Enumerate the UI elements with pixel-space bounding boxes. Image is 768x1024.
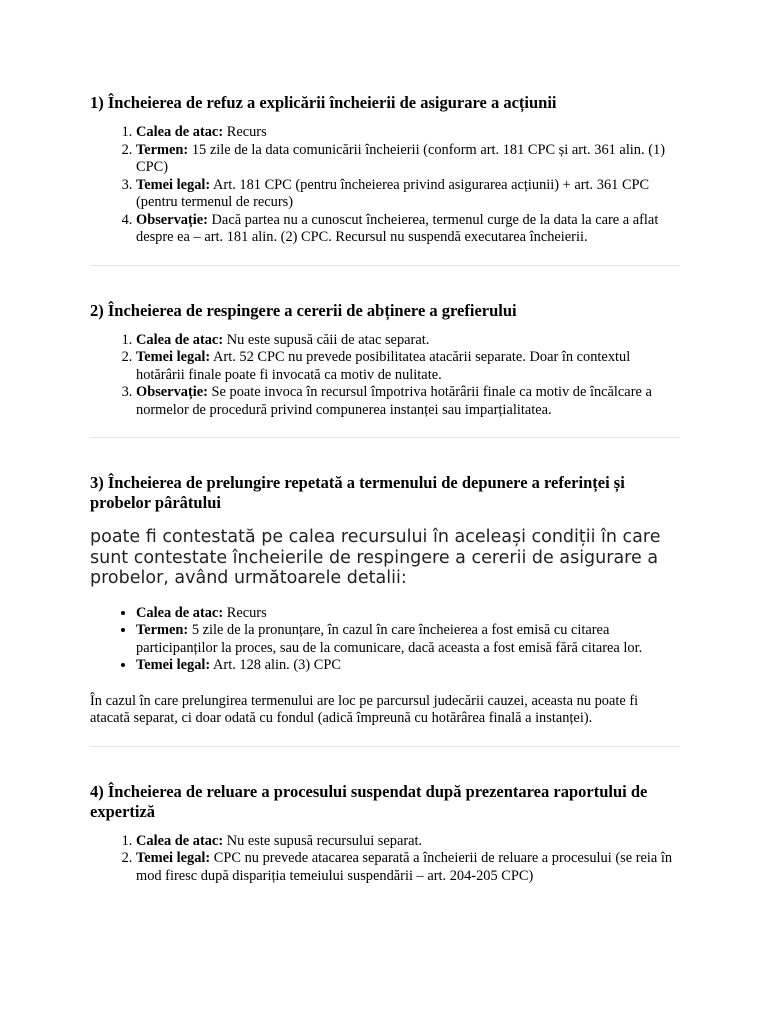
document-page: [90, 0, 680, 885]
item-label: Temei legal:: [136, 349, 211, 365]
item-label: Calea de atac:: [136, 832, 224, 849]
item-text: CPC nu prevede atacarea separată a încheierii de reluare a procesului (se reia în mod firesc după dispariția temeiului suspendării – art. 204-205 CPC): [136, 850, 673, 884]
section-3-title: 3) Încheierea de prelungire repetată a termenului de depunere a referinței și probelor pârâtului: [90, 473, 625, 512]
list-item: [136, 605, 680, 623]
item-label: Temei legal:: [136, 850, 211, 866]
item-text: Art. 128 alin. (3) CPC: [210, 657, 341, 673]
section-4-title: 4) Încheierea de reluare a procesului suspendat după prezentarea raportului de expertiză: [90, 781, 648, 821]
item-label: Calea de atac:: [136, 604, 224, 621]
item-label: Termen:: [136, 622, 189, 638]
section-2-list: [90, 332, 680, 420]
item-label: Calea de atac:: [136, 331, 224, 348]
section-1-list: [90, 124, 680, 247]
divider: [90, 437, 680, 438]
item-label: Observație:: [136, 211, 208, 228]
section-3-note: În cazul în care prelungirea termenului are loc pe parcursul judecării cauzei, aceasta nu poate fi atacată separat, ci doar odată cu fondul (adică împreună cu hotărârea finală a instanței).: [90, 692, 639, 726]
item-text: Art. 181 CPC (pentru încheierea privind asigurarea acțiunii) + art. 361 CPC (pentru termenul de recurs): [136, 176, 650, 210]
item-text: 5 zile de la pronunțare, în cazul în care încheierea a fost emisă cu citarea participanților la proces, sau de la comunicare, dacă aceasta a fost emisă fără citarea lor.: [136, 622, 643, 656]
item-text: Nu este supusă căii de atac separat.: [223, 331, 430, 348]
item-label: Observație:: [136, 384, 208, 400]
section-2: [90, 301, 680, 420]
item-text: Nu este supusă recursului separat.: [223, 832, 423, 849]
item-text: Dacă partea nu a cunoscut încheierea, termenul curge de la data la care a aflat despre ea – art. 181 alin. (2) CPC. Recursul nu suspendă executarea încheierii.: [136, 211, 659, 245]
list-item: [136, 657, 680, 675]
item-label: Temei legal:: [136, 657, 211, 673]
section-3-list: [90, 605, 680, 675]
section-3-intro: poate fi contestată pe calea recursului în aceleași condiții în care sunt contestate încheierile de respingere a cererii de asigurare a probelor, având următoarele detalii:: [90, 527, 661, 588]
section-3: [90, 473, 680, 728]
list-item: [136, 850, 680, 885]
item-label: Calea de atac:: [136, 124, 224, 140]
item-text: 15 zile de la data comunicării încheierii (conform art. 181 CPC și art. 361 alin. (1) CPC): [136, 141, 665, 175]
list-item: [136, 212, 680, 247]
list-item: [136, 124, 680, 142]
divider: [90, 746, 680, 747]
list-item: [136, 384, 680, 419]
item-text: Recurs: [223, 604, 267, 621]
section-2-title: 2) Încheierea de respingere a cererii de abținere a grefierului: [90, 300, 517, 320]
item-text: Art. 52 CPC nu prevede posibilitatea atacării separate. Doar în contextul hotărârii finale poate fi invocată ca motiv de nulitate.: [136, 349, 631, 383]
item-label: Temei legal:: [136, 176, 211, 193]
list-item: [136, 833, 680, 851]
section-1: [90, 93, 680, 247]
list-item: [136, 332, 680, 350]
list-item: [136, 622, 680, 657]
section-4: [90, 782, 680, 886]
list-item: [136, 349, 680, 384]
section-1-title: 1) Încheierea de refuz a explicării încheierii de asigurare a acțiunii: [90, 93, 557, 112]
item-text: Se poate invoca în recursul împotriva hotărârii finale ca motiv de încălcare a normelor de procedură privind compunerea instanței sau imparțialitatea.: [136, 384, 652, 418]
item-text: Recurs: [223, 124, 267, 140]
list-item: [136, 177, 680, 212]
section-4-list: [90, 833, 680, 886]
item-label: Termen:: [136, 141, 189, 158]
divider: [90, 265, 680, 266]
list-item: [136, 142, 680, 177]
